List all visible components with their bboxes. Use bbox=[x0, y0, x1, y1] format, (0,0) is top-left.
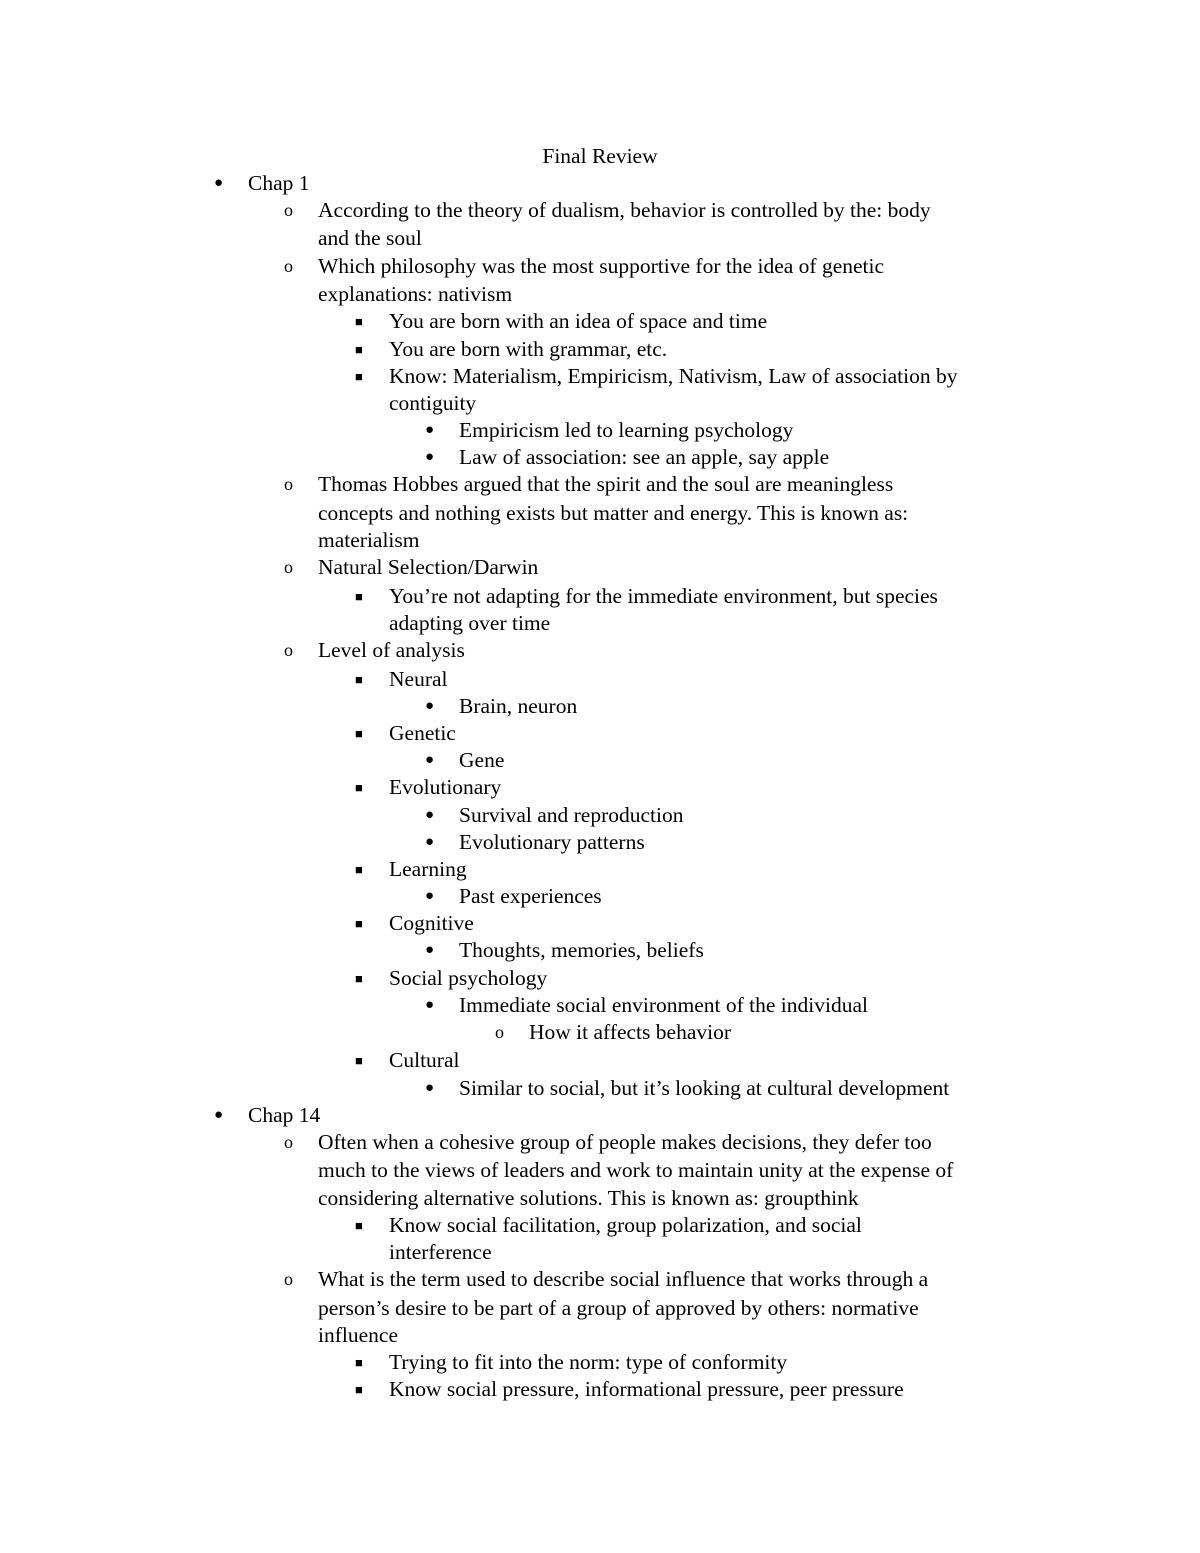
text-line: materialism bbox=[318, 528, 420, 552]
text-line: How it affects behavior bbox=[529, 1020, 731, 1044]
list-item bbox=[425, 802, 684, 830]
circle-bullet-icon: o bbox=[284, 474, 293, 494]
list-item bbox=[425, 1075, 950, 1103]
list-item bbox=[425, 747, 505, 775]
square-bullet-icon: ■ bbox=[355, 589, 363, 604]
bullet-icon: ● bbox=[425, 942, 435, 958]
list-item bbox=[284, 471, 894, 499]
chap1-heading bbox=[214, 170, 310, 198]
text-line: Level of analysis bbox=[318, 638, 465, 662]
circle-bullet-icon: o bbox=[284, 557, 293, 577]
page-title: Final Review bbox=[542, 144, 658, 168]
circle-bullet-icon: o bbox=[284, 200, 293, 220]
square-bullet-icon: ■ bbox=[355, 1382, 363, 1397]
text-line: influence bbox=[318, 1323, 398, 1347]
text-line: Similar to social, but it’s looking at cultural development bbox=[459, 1076, 950, 1100]
list-item bbox=[355, 336, 668, 364]
bullet-icon: ● bbox=[214, 1107, 224, 1123]
text-line: You are born with grammar, etc. bbox=[389, 337, 668, 361]
text-line: Natural Selection/Darwin bbox=[318, 555, 539, 579]
bullet-icon: ● bbox=[425, 888, 435, 904]
text-line: Know: Materialism, Empiricism, Nativism, Law of association by bbox=[389, 364, 958, 388]
list-item bbox=[284, 253, 885, 281]
list-item bbox=[425, 829, 645, 857]
circle-bullet-icon: o bbox=[495, 1022, 504, 1042]
text-line: What is the term used to describe social influence that works through a bbox=[318, 1267, 929, 1291]
square-bullet-icon: ■ bbox=[355, 726, 363, 741]
text-line: Neural bbox=[389, 667, 448, 691]
text-line: Learning bbox=[389, 857, 467, 881]
text-line: Thoughts, memories, beliefs bbox=[459, 938, 704, 962]
square-bullet-icon: ■ bbox=[355, 369, 363, 384]
square-bullet-icon: ■ bbox=[355, 1218, 363, 1233]
circle-bullet-icon: o bbox=[284, 1269, 293, 1289]
text-line: explanations: nativism bbox=[318, 282, 513, 306]
text-line: person’s desire to be part of a group of approved by others: normative bbox=[318, 1296, 919, 1320]
list-item bbox=[284, 637, 465, 665]
list-item bbox=[355, 363, 958, 391]
text-line: contiguity bbox=[389, 391, 477, 415]
list-item bbox=[425, 992, 868, 1020]
text-line: Law of association: see an apple, say apple bbox=[459, 445, 830, 469]
text-line: According to the theory of dualism, behavior is controlled by the: body bbox=[318, 198, 931, 222]
text-line: interference bbox=[389, 1240, 492, 1264]
circle-bullet-icon: o bbox=[284, 256, 293, 276]
text-line: Cultural bbox=[389, 1048, 460, 1072]
text-line: Genetic bbox=[389, 721, 456, 745]
list-item bbox=[355, 666, 448, 694]
text-line: Immediate social environment of the individual bbox=[459, 993, 868, 1017]
text-line: Which philosophy was the most supportive for the idea of genetic bbox=[318, 254, 885, 278]
list-item bbox=[284, 1266, 929, 1294]
list-item bbox=[355, 720, 456, 748]
list-item bbox=[355, 774, 502, 802]
list-item bbox=[425, 693, 578, 721]
text-line: Survival and reproduction bbox=[459, 803, 684, 827]
list-item bbox=[284, 197, 931, 225]
list-item bbox=[355, 1047, 460, 1075]
text-line: Empiricism led to learning psychology bbox=[459, 418, 794, 442]
text-line: Brain, neuron bbox=[459, 694, 578, 718]
list-item bbox=[284, 1129, 932, 1157]
square-bullet-icon: ■ bbox=[355, 916, 363, 931]
list-item bbox=[355, 1376, 904, 1404]
list-item bbox=[425, 937, 704, 965]
list-item bbox=[355, 1349, 788, 1377]
list-item bbox=[284, 554, 539, 582]
list-item bbox=[425, 883, 602, 911]
list-item bbox=[425, 444, 830, 472]
text-line: Social psychology bbox=[389, 966, 548, 990]
text-line: Past experiences bbox=[459, 884, 602, 908]
square-bullet-icon: ■ bbox=[355, 862, 363, 877]
text-line: Thomas Hobbes argued that the spirit and the soul are meaningless bbox=[318, 472, 894, 496]
text-line: Gene bbox=[459, 748, 505, 772]
square-bullet-icon: ■ bbox=[355, 971, 363, 986]
square-bullet-icon: ■ bbox=[355, 672, 363, 687]
text-line: Cognitive bbox=[389, 911, 474, 935]
text-line: Often when a cohesive group of people makes decisions, they defer too bbox=[318, 1130, 932, 1154]
text-line: Know social pressure, informational pressure, peer pressure bbox=[389, 1377, 904, 1401]
list-item bbox=[355, 308, 768, 336]
square-bullet-icon: ■ bbox=[355, 314, 363, 329]
circle-bullet-icon: o bbox=[284, 1132, 293, 1152]
list-item bbox=[355, 856, 467, 884]
list-item bbox=[355, 583, 938, 611]
bullet-icon: ● bbox=[425, 422, 435, 438]
list-item bbox=[495, 1019, 731, 1047]
bullet-icon: ● bbox=[425, 997, 435, 1013]
chap1-label: Chap 1 bbox=[248, 171, 310, 195]
text-line: Evolutionary bbox=[389, 775, 502, 799]
chap14-heading bbox=[214, 1102, 321, 1130]
text-line: Evolutionary patterns bbox=[459, 830, 645, 854]
bullet-icon: ● bbox=[425, 1080, 435, 1096]
list-item bbox=[355, 965, 548, 993]
text-line: Know social facilitation, group polarization, and social bbox=[389, 1213, 862, 1237]
list-item bbox=[355, 910, 474, 938]
text-line: concepts and nothing exists but matter and energy. This is known as: bbox=[318, 501, 909, 525]
text-line: You are born with an idea of space and time bbox=[389, 309, 768, 333]
bullet-icon: ● bbox=[425, 807, 435, 823]
text-line: and the soul bbox=[318, 226, 422, 250]
text-line: adapting over time bbox=[389, 611, 551, 635]
bullet-icon: ● bbox=[425, 449, 435, 465]
circle-bullet-icon: o bbox=[284, 640, 293, 660]
chap14-label: Chap 14 bbox=[248, 1103, 321, 1127]
square-bullet-icon: ■ bbox=[355, 342, 363, 357]
bullet-icon: ● bbox=[425, 834, 435, 850]
square-bullet-icon: ■ bbox=[355, 1053, 363, 1068]
text-line: You’re not adapting for the immediate environment, but species bbox=[389, 584, 938, 608]
list-item bbox=[425, 417, 794, 445]
bullet-icon: ● bbox=[425, 698, 435, 714]
bullet-icon: ● bbox=[214, 175, 224, 191]
text-line: considering alternative solutions. This is known as: groupthink bbox=[318, 1186, 859, 1210]
bullet-icon: ● bbox=[425, 752, 435, 768]
square-bullet-icon: ■ bbox=[355, 780, 363, 795]
list-item bbox=[355, 1212, 862, 1240]
square-bullet-icon: ■ bbox=[355, 1355, 363, 1370]
text-line: Trying to fit into the norm: type of conformity bbox=[389, 1350, 788, 1374]
text-line: much to the views of leaders and work to maintain unity at the expense of bbox=[318, 1158, 954, 1182]
